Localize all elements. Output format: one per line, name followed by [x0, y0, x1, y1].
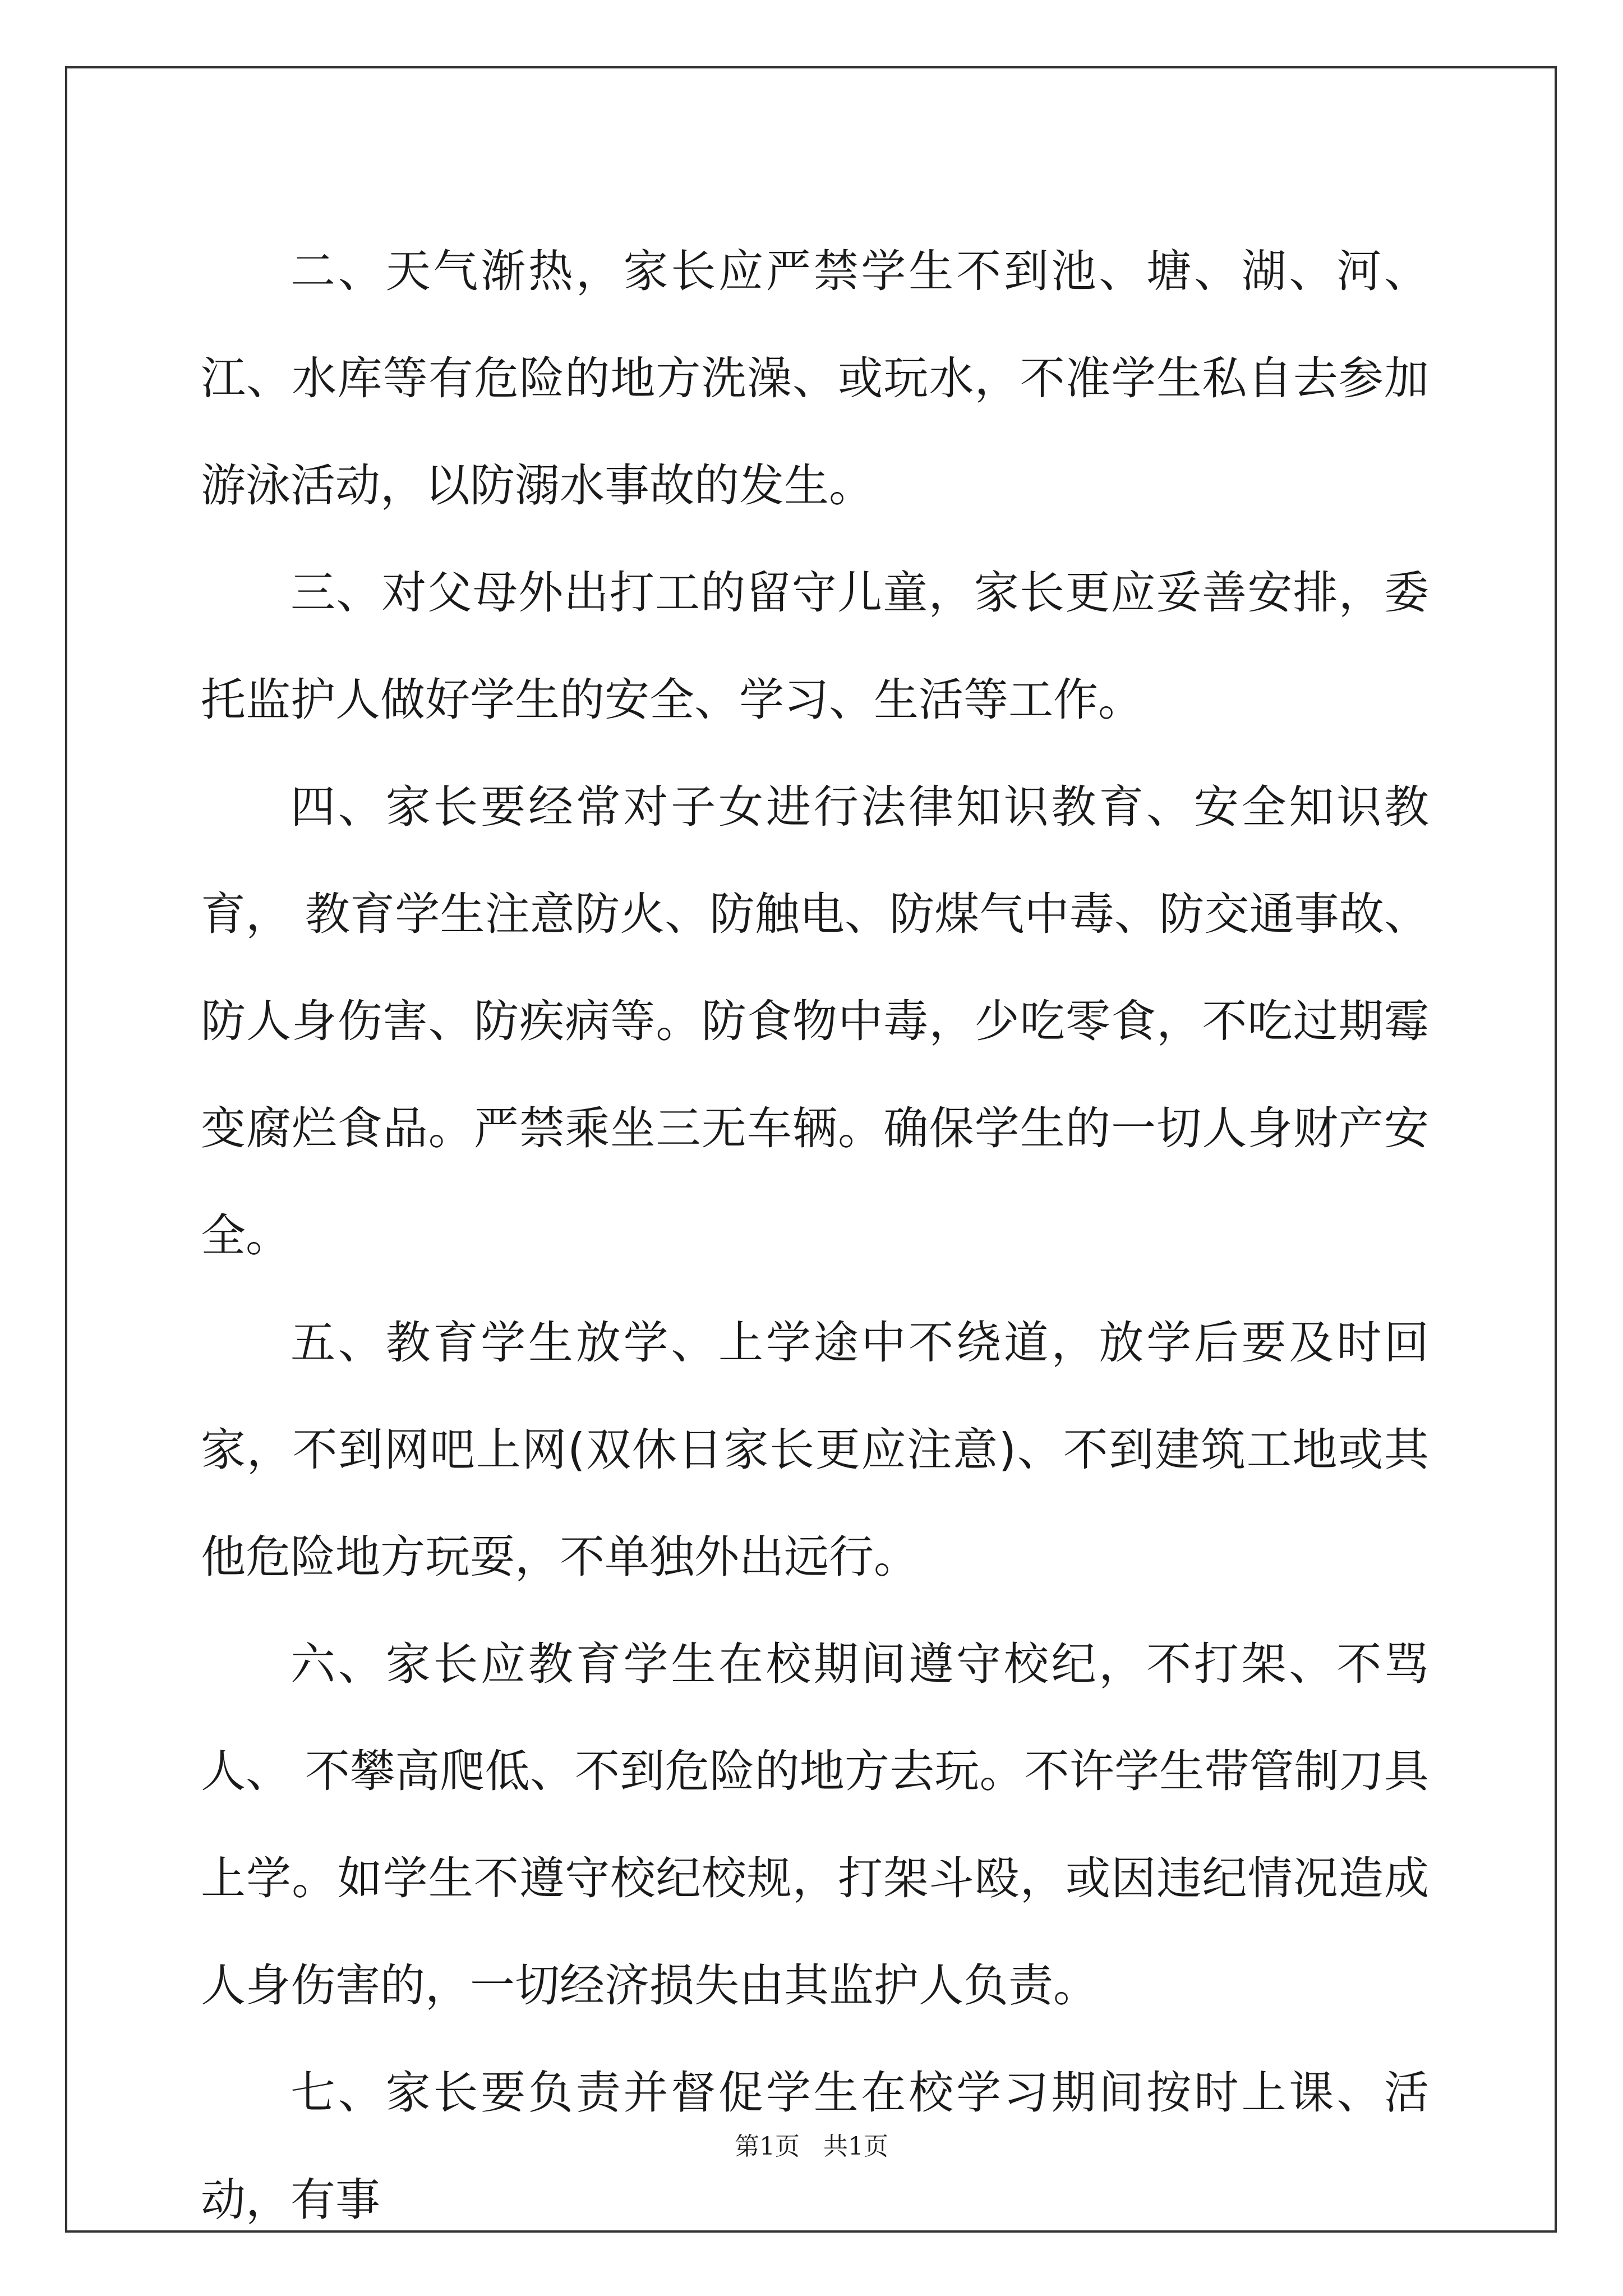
paragraph-4: 四、家长要经常对子女进行法律知识教育、安全知识教育， 教育学生注意防火、防触电、防煤气中毒、防交通事故、防人身伤害、防疾病等。防食物中毒，少吃零食，不吃过期霉变腐烂食品。严禁乘坐三无车辆。确保学生的一切人身财产安全。	[201, 781, 1429, 1262]
paragraph-3: 三、对父母外出打工的留守儿童，家长更应妥善安排，委托监护人做好学生的安全、学习、生活等工作。	[201, 567, 1429, 726]
document-body	[201, 218, 1429, 2253]
paragraph-6: 六、家长应教育学生在校期间遵守校纪，不打架、不骂人、 不攀高爬低、不到危险的地方去玩。不许学生带管制刀具上学。如学生不遵守校纪校规，打架斗殴，或因违纪情况造成人身伤害的，一切经济损失由其监护人负责。	[201, 1638, 1429, 2012]
paragraph-2: 二、天气渐热，家长应严禁学生不到池、塘、湖、河、江、水库等有危险的地方洗澡、或玩水，不准学生私自去参加游泳活动，以防溺水事故的发生。	[201, 245, 1429, 512]
paragraph-7: 七、家长要负责并督促学生在校学习期间按时上课、活动，有事	[201, 2067, 1429, 2226]
paragraph-5: 五、教育学生放学、上学途中不绕道，放学后要及时回家，不到网吧上网(双休日家长更应注意)、不到建筑工地或其他危险地方玩耍，不单独外出远行。	[201, 1317, 1429, 1583]
page-footer: 第1页 共1页	[735, 2132, 888, 2161]
